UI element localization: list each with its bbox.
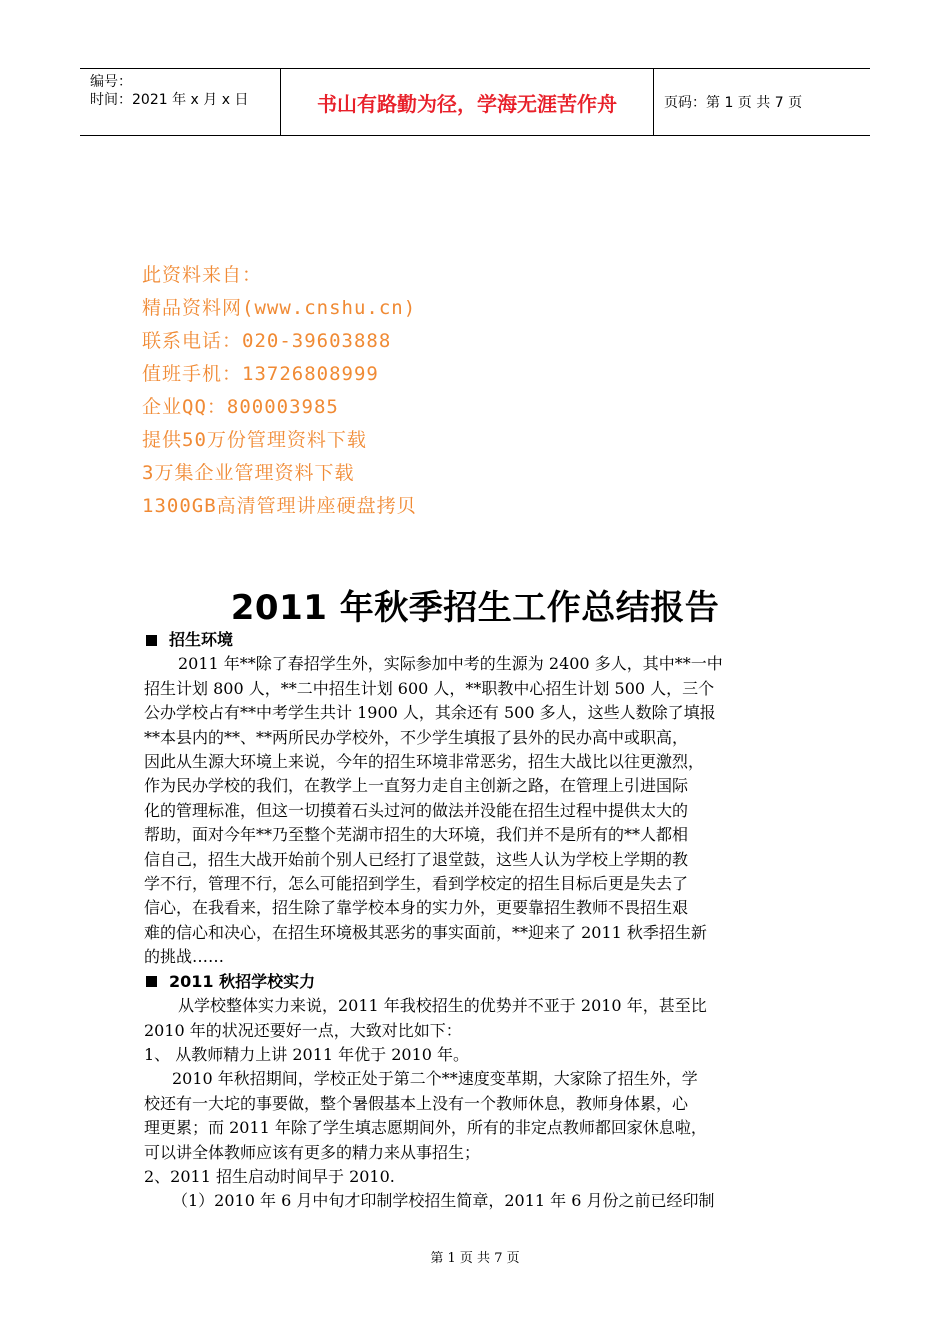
- paragraph-line: 2011 年**除了春招学生外，实际参加中考的生源为 2400 多人，其中**一中: [178, 654, 723, 674]
- time-label: 时间：2021 年 x 月 x 日: [90, 92, 249, 108]
- source-line: 提供50万份管理资料下载: [142, 429, 367, 451]
- paragraph-line: 理更累；而 2011 年除了学生填志愿期间外，所有的非定点教师都回家休息啦，: [144, 1118, 707, 1138]
- document-title: 2011 年秋季招生工作总结报告: [230, 588, 720, 628]
- paragraph-line: 校还有一大坨的事要做，整个暑假基本上没有一个教师休息，教师身体累，心: [144, 1093, 689, 1113]
- paragraph-line: 2010 年的状况还要好一点，大致对比如下：: [144, 1020, 462, 1040]
- source-block: [142, 260, 417, 524]
- paragraph-line: 从学校整体实力来说，2011 年我校招生的优势并不亚于 2010 年，甚至比: [178, 996, 707, 1016]
- paragraph-line: 2、2011 招生启动时间早于 2010.: [144, 1166, 395, 1186]
- source-line: 联系电话：020-39603888: [142, 330, 392, 352]
- paragraph-line: 化的管理标准，但这一切摸着石头过河的做法并没能在招生过程中提供太大的: [144, 800, 689, 820]
- paragraph-line: 公办学校占有**中考学生共计 1900 人，其余还有 500 多人，这些人数除了填报: [144, 703, 716, 723]
- page-info: 页码：第 1 页 共 7 页: [664, 95, 803, 111]
- section-heading: [144, 628, 810, 652]
- paragraph-line: 信自己，招生大战开始前个别人已经打了退堂鼓，这些人认为学校上学期的教: [144, 849, 689, 869]
- paragraph-line: 可以讲全体教师应该有更多的精力来从事招生；: [144, 1142, 481, 1162]
- section-heading-text: 2011 秋招学校实力: [169, 971, 316, 991]
- paragraph-line: （1）2010 年 6 月中旬才印制学校招生简章，2011 年 6 月份之前已经印制: [172, 1191, 715, 1211]
- source-line: 此资料来自：: [142, 264, 263, 286]
- section-heading: [144, 970, 810, 994]
- header-table: [80, 68, 870, 136]
- paragraph-line: 学不行，管理不行，怎么可能招到学生，看到学校定的招生目标后更是失去了: [144, 874, 689, 894]
- paragraph-line: 作为民办学校的我们，在教学上一直努力走自主创新之路，在管理上引进国际: [144, 776, 689, 796]
- source-line: 1300GB高清管理讲座硬盘拷贝: [142, 495, 417, 517]
- paragraph-line: 难的信心和决心，在招生环境极其恶劣的事实面前，**迎来了 2011 秋季招生新: [144, 922, 707, 942]
- header-meta-cell: [80, 69, 281, 135]
- paragraph-line: **本县内的**、**两所民办学校外，不少学生填报了县外的民办高中或职高，: [144, 727, 689, 747]
- square-bullet-icon: [146, 635, 157, 646]
- square-bullet-icon: [146, 976, 157, 987]
- page-footer: 第 1 页 共 7 页: [430, 1251, 520, 1266]
- section-heading-text: 招生环境: [169, 630, 234, 649]
- motto: 书山有路勤为径，学海无涯苦作舟: [281, 69, 654, 135]
- paragraph-line: 信心，在我看来，招生除了靠学校本身的实力外，更要靠招生教师不畏招生艰: [144, 898, 689, 918]
- paragraph-line: 1、 从教师精力上讲 2011 年优于 2010 年。: [144, 1044, 470, 1064]
- number-label: 编号：: [90, 74, 132, 90]
- paragraph-line: 因此从生源大环境上来说，今年的招生环境非常恶劣，招生大战比以往更激烈，: [144, 752, 705, 772]
- paragraph-line: 2010 年秋招期间，学校正处于第二个**速度变革期，大家除了招生外，学: [172, 1069, 698, 1089]
- paragraph-line: 招生计划 800 人，**二中招生计划 600 人，**职教中心招生计划 500 人，三个: [144, 678, 715, 698]
- paragraph-line: 的挑战……: [144, 947, 225, 967]
- source-line: 精品资料网(www.cnshu.cn): [142, 297, 417, 319]
- source-line: 3万集企业管理资料下载: [142, 462, 355, 484]
- source-line: 企业QQ：800003985: [142, 396, 339, 418]
- source-line: 值班手机：13726808999: [142, 363, 379, 385]
- document-body: [144, 628, 810, 1214]
- paragraph-line: 帮助，面对今年**乃至整个芜湖市招生的大环境，我们并不是所有的**人都相: [144, 825, 689, 845]
